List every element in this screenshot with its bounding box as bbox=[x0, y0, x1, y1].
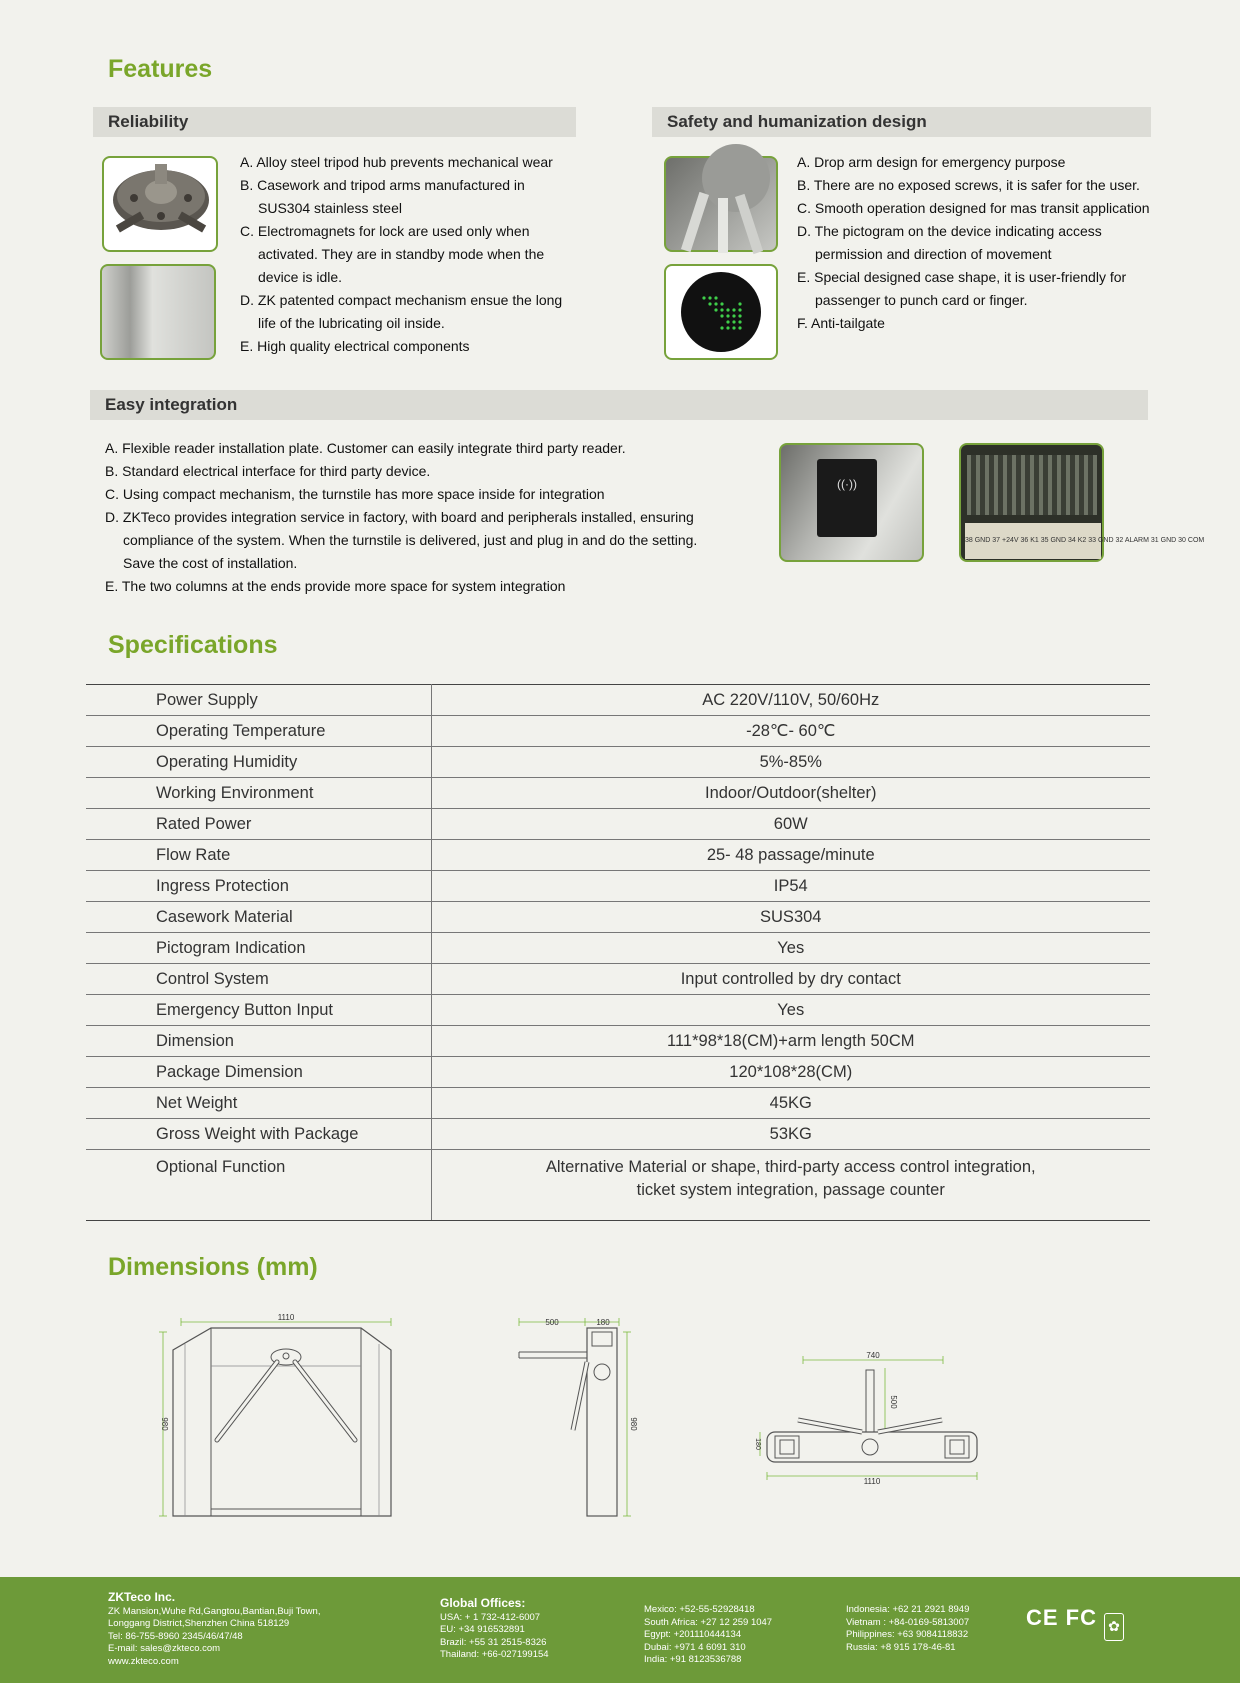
terminal-label: 31 GND bbox=[1150, 537, 1177, 544]
office-line: Indonesia: +62 21 2921 8949 bbox=[846, 1604, 970, 1615]
spec-key: Ingress Protection bbox=[86, 871, 431, 902]
office-line: Mexico: +52-55-52928418 bbox=[644, 1604, 755, 1615]
top-span-label: 740 bbox=[866, 1351, 880, 1360]
list-item: D. The pictogram on the device indicating access permission and direction of movement bbox=[797, 223, 1102, 262]
footer-offices-2 bbox=[644, 1604, 772, 1667]
table-row bbox=[86, 995, 1150, 1026]
list-item: B. Standard electrical interface for third party device. bbox=[105, 463, 431, 479]
spec-key: Pictogram Indication bbox=[86, 933, 431, 964]
front-view-drawing bbox=[155, 1312, 405, 1522]
spec-key: Package Dimension bbox=[86, 1057, 431, 1088]
safety-title: Safety and humanization design bbox=[667, 112, 927, 131]
list-item: E. The two columns at the ends provide more space for system integration bbox=[105, 578, 566, 594]
spec-key: Casework Material bbox=[86, 902, 431, 933]
terminal-label: 36 K1 bbox=[1020, 537, 1039, 544]
list-item: A. Drop arm design for emergency purpose bbox=[797, 154, 1066, 170]
table-row bbox=[86, 778, 1150, 809]
spec-value: AC 220V/110V, 50/60Hz bbox=[431, 685, 1150, 716]
side-height-label: 980 bbox=[629, 1417, 638, 1431]
company-name: ZKTeco Inc. bbox=[108, 1590, 176, 1604]
office-line: India: +91 8123536788 bbox=[644, 1654, 742, 1665]
integration-list bbox=[105, 437, 700, 598]
terminal-board-photo bbox=[959, 443, 1205, 562]
terminal-label: 33 GND bbox=[1088, 537, 1114, 544]
office-line: Brazil: +55 31 2515-8326 bbox=[440, 1636, 547, 1648]
integration-bar bbox=[90, 390, 1148, 420]
spec-table bbox=[86, 684, 1150, 1221]
table-row bbox=[86, 809, 1150, 840]
spec-value-line: Alternative Material or shape, third-party access control integration, bbox=[545, 1158, 1036, 1176]
spec-value: 111*98*18(CM)+arm length 50CM bbox=[431, 1026, 1150, 1057]
list-item: D. ZK patented compact mechanism ensue the long life of the lubricating oil inside. bbox=[240, 292, 563, 331]
website-link[interactable]: www.zkteco.com bbox=[108, 1655, 179, 1667]
spec-value: 60W bbox=[431, 809, 1150, 840]
pictogram-photo bbox=[664, 264, 778, 360]
list-item: D. ZKTeco provides integration service in factory, with board and peripherals installed, ensuring compliance of the system. When the turnstile is delivered, just and plug in and do the setting. Save the cost of installation. bbox=[105, 509, 698, 571]
list-item: B. Casework and tripod arms manufactured in SUS304 stainless steel bbox=[240, 177, 525, 216]
list-item: F. Anti-tailgate bbox=[797, 315, 885, 331]
spec-value: 53KG bbox=[431, 1119, 1150, 1150]
spec-key: Net Weight bbox=[86, 1088, 431, 1119]
spec-value: 5%-85% bbox=[431, 747, 1150, 778]
terminal-label: 32 ALARM bbox=[1115, 537, 1149, 544]
office-line: Russia: +8 915 178-46-81 bbox=[846, 1641, 956, 1653]
office-line: Vietnam : +84-0169-5813007 bbox=[846, 1616, 970, 1628]
spec-value bbox=[431, 1150, 1150, 1221]
address-line: ZK Mansion,Wuhe Rd,Gangtou,Bantian,Buji Town, bbox=[108, 1605, 321, 1617]
reliability-title: Reliability bbox=[108, 112, 189, 131]
integration-title: Easy integration bbox=[105, 395, 238, 414]
spec-value: 120*108*28(CM) bbox=[431, 1057, 1150, 1088]
table-row bbox=[86, 1119, 1150, 1150]
terminal-label: 30 COM bbox=[1178, 537, 1205, 544]
top-width-label: 1110 bbox=[863, 1477, 881, 1486]
spec-value: Indoor/Outdoor(shelter) bbox=[431, 778, 1150, 809]
footer-offices-3 bbox=[846, 1604, 969, 1654]
spec-key: Optional Function bbox=[86, 1150, 431, 1221]
spec-key: Dimension bbox=[86, 1026, 431, 1057]
table-row bbox=[86, 747, 1150, 778]
list-item: E. High quality electrical components bbox=[240, 338, 470, 354]
table-row bbox=[86, 964, 1150, 995]
top-arm-label: 500 bbox=[889, 1395, 898, 1409]
address-line: Longgang District,Shenzhen China 518129 bbox=[108, 1618, 290, 1629]
footer-offices-1 bbox=[440, 1597, 549, 1662]
spec-value: Yes bbox=[431, 933, 1150, 964]
list-item: C. Electromagnets for lock are used only when activated. They are in standby mode when the device is idle. bbox=[240, 223, 545, 285]
terminal-label: 35 GND bbox=[1040, 537, 1067, 544]
table-row bbox=[86, 871, 1150, 902]
spec-key: Control System bbox=[86, 964, 431, 995]
side-view-drawing bbox=[515, 1312, 638, 1522]
spec-key: Power Supply bbox=[86, 685, 431, 716]
footer-company bbox=[108, 1591, 320, 1668]
office-line: USA: + 1 732-412-6007 bbox=[440, 1611, 541, 1623]
safety-list bbox=[797, 151, 1157, 335]
table-row bbox=[86, 1026, 1150, 1057]
spec-value: SUS304 bbox=[431, 902, 1150, 933]
table-row bbox=[86, 685, 1150, 716]
email-link[interactable]: E-mail: sales@zkteco.com bbox=[108, 1643, 221, 1654]
side-arm-label: 500 bbox=[545, 1318, 559, 1327]
front-height-label: 980 bbox=[160, 1417, 169, 1431]
phone: Tel: 86-755-8960 2345/46/47/48 bbox=[108, 1630, 243, 1642]
casework-photo bbox=[100, 264, 216, 360]
circuit-board bbox=[967, 455, 1097, 515]
list-item: A. Alloy steel tripod hub prevents mechanical wear bbox=[240, 154, 553, 170]
spec-key: Flow Rate bbox=[86, 840, 431, 871]
footer bbox=[0, 1577, 1240, 1683]
spec-key: Working Environment bbox=[86, 778, 431, 809]
spec-value: 25- 48 passage/minute bbox=[431, 840, 1150, 871]
terminal-label: 37 +24V bbox=[992, 537, 1019, 544]
reliability-bar bbox=[93, 107, 576, 137]
reader-plate-photo bbox=[779, 443, 924, 562]
terminal-strip bbox=[965, 523, 1205, 559]
spec-value: 45KG bbox=[431, 1088, 1150, 1119]
office-line: Egypt: +201110444134 bbox=[644, 1629, 742, 1640]
front-width-label: 1110 bbox=[277, 1313, 295, 1322]
tripod-hub-photo bbox=[102, 156, 218, 252]
spec-key: Operating Temperature bbox=[86, 716, 431, 747]
list-item: A. Flexible reader installation plate. Customer can easily integrate third party reader. bbox=[105, 440, 626, 456]
features-title: Features bbox=[108, 55, 213, 83]
office-line: South Africa: +27 12 259 1047 bbox=[644, 1616, 773, 1628]
terminal-label: 34 K2 bbox=[1067, 537, 1087, 544]
table-row bbox=[86, 902, 1150, 933]
top-depth-label: 180 bbox=[754, 1438, 761, 1450]
spec-key: Gross Weight with Package bbox=[86, 1119, 431, 1150]
list-item: C. Using compact mechanism, the turnstile has more space inside for integration bbox=[105, 486, 605, 502]
spec-value: Input controlled by dry contact bbox=[431, 964, 1150, 995]
dimensions-title: Dimensions (mm) bbox=[108, 1253, 318, 1281]
safety-bar bbox=[652, 107, 1151, 137]
spec-key: Emergency Button Input bbox=[86, 995, 431, 1026]
rfid-reader-icon bbox=[817, 459, 877, 537]
table-row bbox=[86, 1150, 1150, 1221]
table-row bbox=[86, 840, 1150, 871]
table-row bbox=[86, 1088, 1150, 1119]
terminal-label: 38 GND bbox=[965, 537, 991, 544]
eco-leaf-icon: ✿ bbox=[1104, 1613, 1124, 1641]
certification-logos: CE FC bbox=[1026, 1605, 1097, 1630]
list-item: C. Smooth operation designed for mas transit application bbox=[797, 200, 1150, 216]
spec-key: Rated Power bbox=[86, 809, 431, 840]
office-line: Philippines: +63 9084118832 bbox=[846, 1629, 969, 1640]
list-item: B. There are no exposed screws, it is safer for the user. bbox=[797, 177, 1140, 193]
table-row bbox=[86, 716, 1150, 747]
drop-arm-photo bbox=[664, 156, 778, 252]
top-view-drawing bbox=[745, 1340, 985, 1490]
reliability-list bbox=[240, 151, 580, 358]
office-line: Dubai: +971 4 6091 310 bbox=[644, 1641, 746, 1653]
spec-value: Yes bbox=[431, 995, 1150, 1026]
side-depth-label: 180 bbox=[596, 1318, 610, 1327]
office-line: Thailand: +66-027199154 bbox=[440, 1649, 549, 1660]
spec-value: IP54 bbox=[431, 871, 1150, 902]
rfid-symbol: ((·)) bbox=[837, 477, 857, 491]
list-item: E. Special designed case shape, it is user-friendly for passenger to punch card or finger. bbox=[797, 269, 1127, 308]
spec-value-line: ticket system integration, passage counter bbox=[636, 1181, 945, 1199]
table-row bbox=[86, 1057, 1150, 1088]
office-line: EU: +34 916532891 bbox=[440, 1624, 525, 1635]
offices-title: Global Offices: bbox=[440, 1596, 526, 1610]
spec-key: Operating Humidity bbox=[86, 747, 431, 778]
table-row bbox=[86, 933, 1150, 964]
spec-value: -28℃- 60℃ bbox=[431, 716, 1150, 747]
specifications-title: Specifications bbox=[108, 631, 278, 659]
